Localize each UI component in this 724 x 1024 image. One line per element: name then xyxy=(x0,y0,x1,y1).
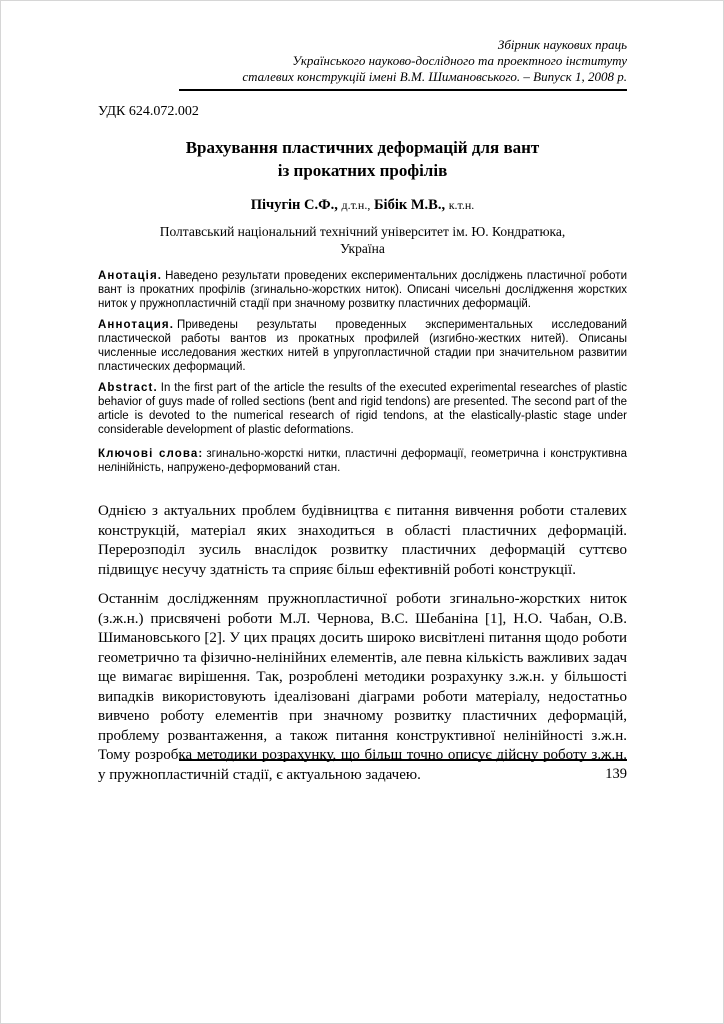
author-name-2: Бібік М.В., xyxy=(373,197,446,213)
abstract-english-label: Abstract. xyxy=(98,382,158,394)
article-title-line-2: із прокатних профілів xyxy=(277,161,448,180)
keywords-text: згинально-жорсткі нитки, пластичні деформації, геометрична і конструктивна нелінійність, напружено-деформований стан. xyxy=(98,448,627,474)
abstract-russian-label: Аннотация. xyxy=(98,319,175,331)
abstract-english xyxy=(98,381,627,437)
abstract-russian-text: Приведены результаты проведенных экспериментальных исследований пластической работы вантов из прокатных профилей (изгибно-жестких нитей). Описаны численные исследования жестких нитей в упругопластичной стадии при значительном развитии пластических деформаций. xyxy=(98,319,627,373)
keywords-line xyxy=(98,447,627,475)
affiliation-line-1: Полтавський національний технічний університет ім. Ю. Кондратюка, xyxy=(159,224,566,239)
abstract-russian xyxy=(98,318,627,374)
journal-header-line-3: сталевих конструкцій імені В.М. Шимановського. – Випуск 1, 2008 р. xyxy=(242,69,627,84)
author-name-1: Пічугін С.Ф., xyxy=(250,197,338,213)
keywords-label: Ключові слова: xyxy=(98,448,204,460)
authors-line xyxy=(98,197,627,214)
affiliation xyxy=(98,223,627,257)
footer-divider xyxy=(179,759,627,761)
article-body xyxy=(98,502,627,785)
body-paragraph-2: Останнім дослідженням пружнопластичної роботи згинально-жорстких ниток (з.ж.н.) присвячені роботи М.Л. Чернова, В.С. Шебаніна [1], Н.О. Чабан, О.В. Шимановського [2]. У цих працях досить широко висвітлені питання щодо роботи геометрично та фізично-нелінійних елементів, але певна кількість важливих задач ще вимагає вирішення. Так, розроблені методики розрахунку з.ж.н. у більшості випадків використовують ідеалізовані діаграми роботи матеріалу, недостатньо вивчено роботу елементів при значному розвитку пластичних деформацій, проблему розвантаження, а також питання конструктивної нелінійності з.ж.н. Тому розробка методики розрахунку, що більш точно описує дійсну роботу з.ж.н. у пружнопластичній стадії, є актуальною задачею. xyxy=(98,591,627,783)
abstract-english-text: In the first part of the article the results of the executed experimental researches of plastic behavior of guys made of rolled sections (bent and rigid tendons) are presented. The second part of the article is devoted to the numerical research of rigid tendons, at the elastically-plastic stage under considerable development of plastic deformations. xyxy=(98,382,627,436)
abstract-ukrainian xyxy=(98,269,627,311)
journal-header xyxy=(98,37,627,85)
header-divider xyxy=(179,89,627,91)
journal-header-line-1: Збірник наукових праць xyxy=(497,37,627,52)
abstracts-section xyxy=(98,269,627,475)
body-paragraph-1: Однією з актуальних проблем будівництва є питання вивчення роботи сталевих конструкцій, матеріал яких знаходиться в області пластичних деформацій. Перерозподіл зусиль внаслідок розвитку пластичних деформацій суттєво підвищує несучу здатність та сприяє більш ефективній роботі конструкції. xyxy=(98,503,627,578)
abstract-ukrainian-text: Наведено результати проведених експериментальних досліджень пластичної роботи вант із прокатних профілів (згинально-жорстких ниток). Описані чисельні дослідження жорстких ниток у пружнопластичній стадії при значному розвитку пластичних деформацій. xyxy=(98,270,627,310)
author-degree-2: к.т.н. xyxy=(448,198,475,212)
author-degree-1: д.т.н., xyxy=(341,198,371,212)
article-title-line-1: Врахування пластичних деформацій для вант xyxy=(185,138,540,157)
udc-code: УДК 624.072.002 xyxy=(98,104,199,119)
affiliation-line-2: Україна xyxy=(340,241,385,256)
article-title xyxy=(98,136,627,182)
page-footer xyxy=(98,759,627,783)
page-number: 139 xyxy=(605,766,627,782)
abstract-ukrainian-label: Анотація. xyxy=(98,270,163,282)
journal-header-line-2: Українського науково-дослідного та проектного інституту xyxy=(292,53,627,68)
